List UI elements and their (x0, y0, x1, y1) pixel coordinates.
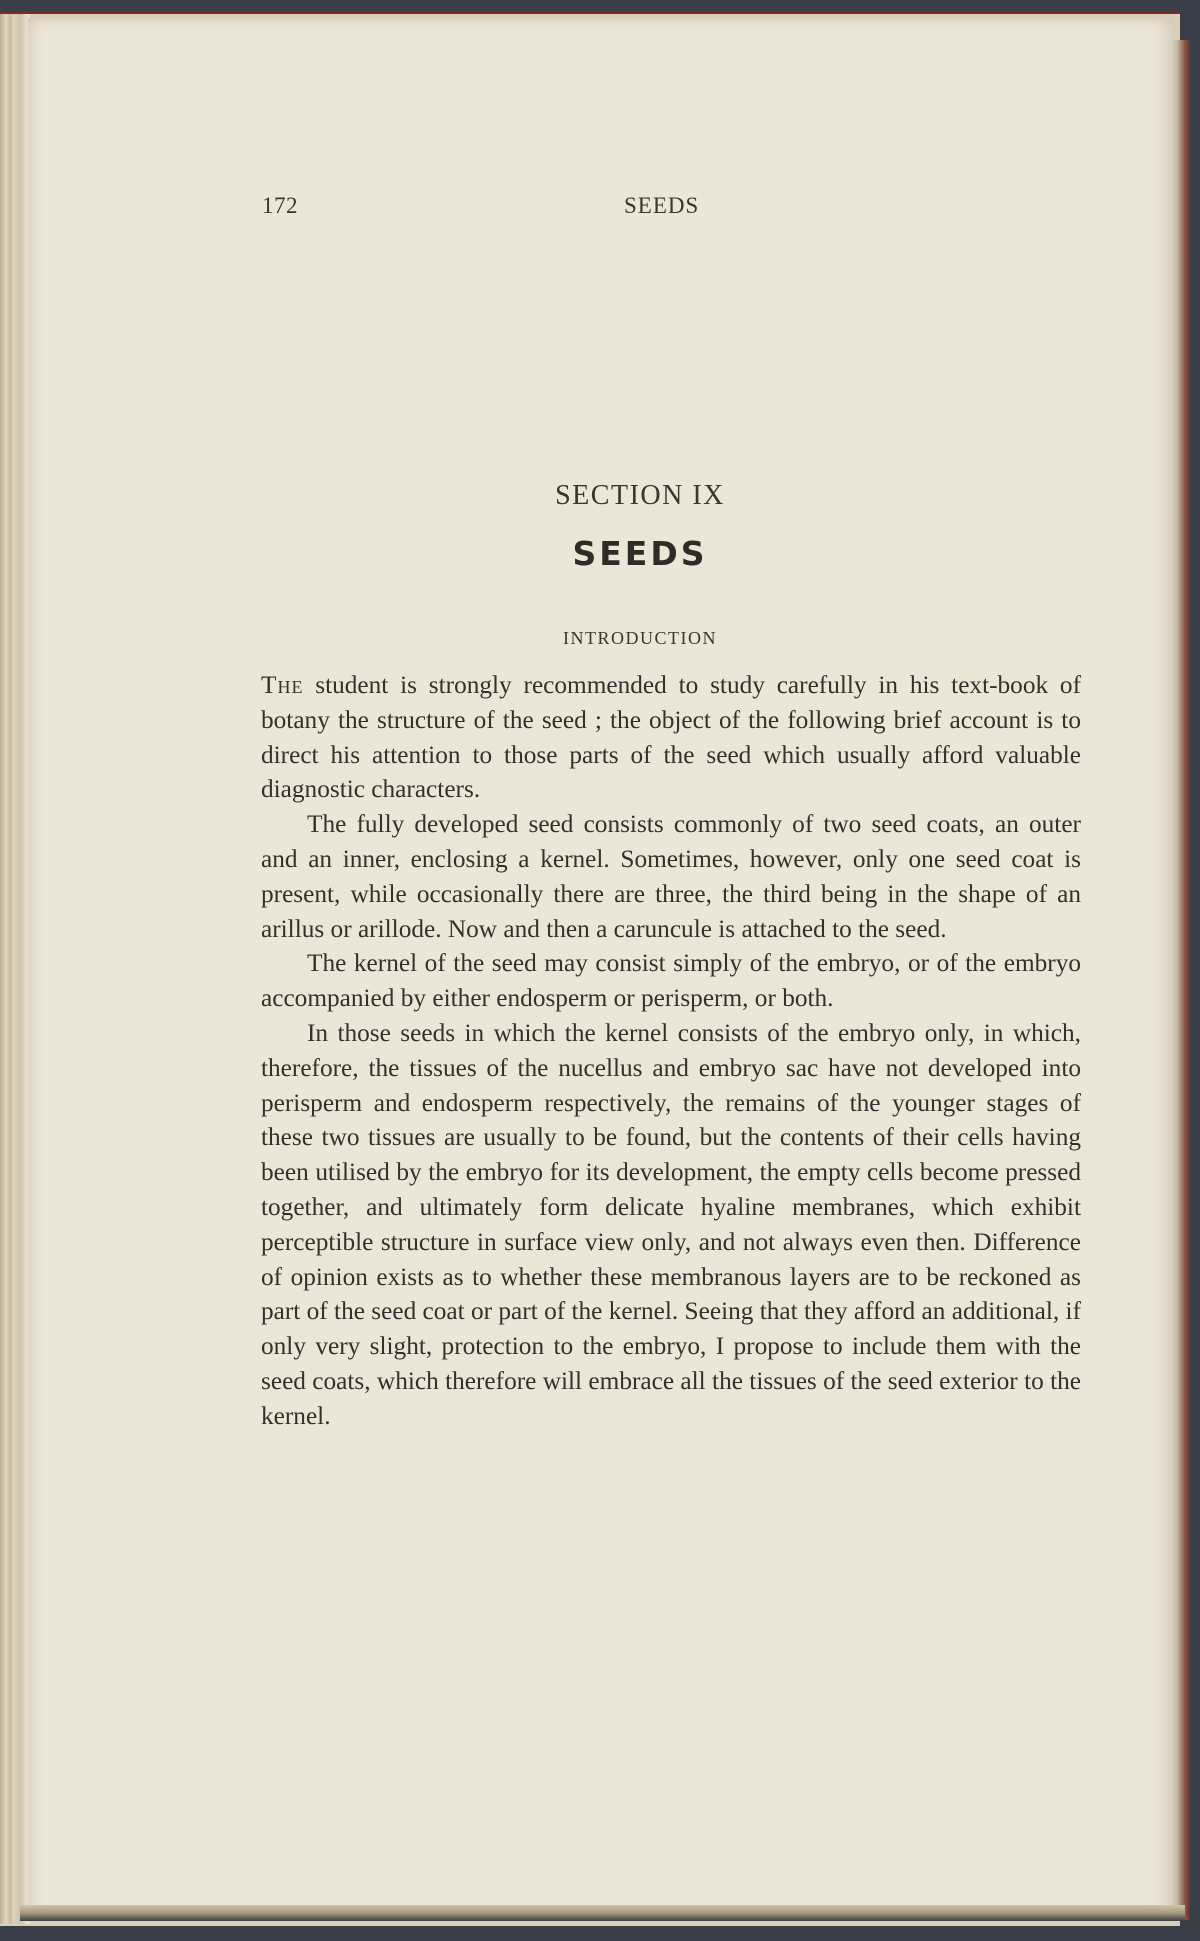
body-text (261, 668, 1081, 1434)
paragraph-2: The fully developed seed consists commonly of two seed coats, an outer and an inner, enclosing a kernel. Sometimes, however, only one seed coat is present, while occasionally there are three, the third being in the shape of an arillus or arillode. Now and then a caruncule is attached to the seed. (261, 810, 1081, 943)
running-title: SEEDS (624, 193, 700, 218)
page-edge-left (0, 14, 30, 1924)
paragraph-3: The kernel of the seed may consist simply of the embryo, or of the embryo accompanied by either endosperm or perisperm, or both. (261, 949, 1081, 1013)
section-label: SECTION IX (555, 480, 725, 511)
paragraph-4: In those seeds in which the kernel consists of the embryo only, in which, therefore, the tissues of the nucellus and embryo sac have not developed into perisperm and endosperm respectively, the remains of the younger stages of these two tissues are usually to be found, but the contents of their cells having been utilised by the embryo for its development, the empty cells become pressed together, and ultimately form delicate hyaline membranes, which exhibit perceptible structure in surface view only, and not always even then. Difference of opinion exists as to whether these membranous layers are to be reckoned as part of the seed coat or part of the kernel. Seeing that they afford an additional, if only very slight, protection to the embryo, I propose to include them with the seed coats, which therefore will embrace all the tissues of the seed exterior to the kernel. (261, 1018, 1081, 1430)
subheading: INTRODUCTION (563, 628, 717, 648)
paragraph-1-text: student is strongly recommended to study carefully in his text-book of botany the structure of the seed ; the object of the following brief account is to direct his attention to those parts of the seed which usually afford valuable diagnostic characters. (261, 671, 1081, 804)
page-bottom-edge (20, 1905, 1185, 1921)
paragraph-1 (261, 668, 1081, 807)
section-title: SEEDS (572, 534, 708, 573)
page-number: 172 (262, 193, 298, 218)
drop-word: The (261, 671, 304, 699)
